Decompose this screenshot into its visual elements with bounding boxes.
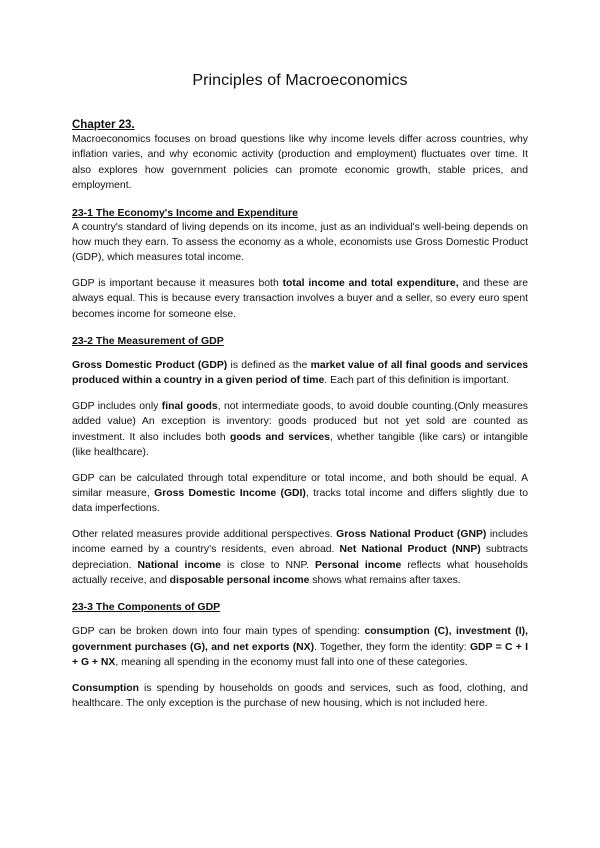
- section-23-1-paragraph-2: GDP is important because it measures both total income and total expenditure, and these are always equal. This is because every transaction involves a buyer and a seller, so every euro spent becomes income for someone else.: [72, 277, 528, 320]
- section-23-2-paragraph-2: GDP includes only final goods, not intermediate goods, to avoid double counting.(Only measures added value) An exception is inventory: goods produced but not yet sold are counted as investment. It also includes both goods and services, whether tangible (like cars) or intangible (like healthcare).: [72, 400, 528, 459]
- document-body: [72, 118, 528, 711]
- chapter-intro-paragraph: Macroeconomics focuses on broad questions like why income levels differ across countries, why inflation varies, and why economic activity (production and employment) fluctuates over time. It also explores how government policies can promote economic growth, stable prices, and employment.: [72, 134, 528, 192]
- page-title: Principles of Macroeconomics: [192, 72, 408, 89]
- section-heading-23-3: 23-3 The Components of GDP: [72, 601, 221, 614]
- section-heading-23-1: 23-1 The Economy's Income and Expenditure: [72, 206, 298, 219]
- section-23-2-paragraph-1: Gross Domestic Product (GDP) is defined as the market value of all final goods and services produced within a country in a given period of time. Each part of this definition is important.: [72, 360, 529, 387]
- section-23-2-paragraph-4: Other related measures provide additional perspectives. Gross National Product (GNP) includes income earned by a country's residents, even abroad. Net National Product (NNP) subtracts depreciation. National income is close to NNP. Personal income reflects what households actually receive, and disposable personal income shows what remains after taxes.: [72, 528, 528, 586]
- section-23-3-paragraph-1: GDP can be broken down into four main types of spending: consumption (C), investment (I), government purchases (G), and net exports (NX). Together, they form the identity: GDP = C + I + G + NX, meaning all spending in the economy must fall into one of these categories.: [72, 626, 529, 669]
- section-23-1-paragraph-1: A country's standard of living depends on its income, just as an individual's well-being depends on how much they earn. To assess the economy as a whole, economists use Gross Domestic Product (GDP), which measures total income.: [72, 221, 528, 264]
- section-heading-23-2: 23-2 The Measurement of GDP: [72, 335, 224, 348]
- section-23-2-paragraph-3: GDP can be calculated through total expenditure or total income, and both should be equal. A similar measure, Gross Domestic Income (GDI), tracks total income and differs slightly due to data imperfections.: [72, 472, 528, 515]
- chapter-heading: Chapter 23.: [72, 119, 135, 131]
- section-23-3-paragraph-2: Consumption is spending by households on goods and services, such as food, clothing, and healthcare. The only exception is the purchase of new housing, which is not included here.: [72, 682, 528, 709]
